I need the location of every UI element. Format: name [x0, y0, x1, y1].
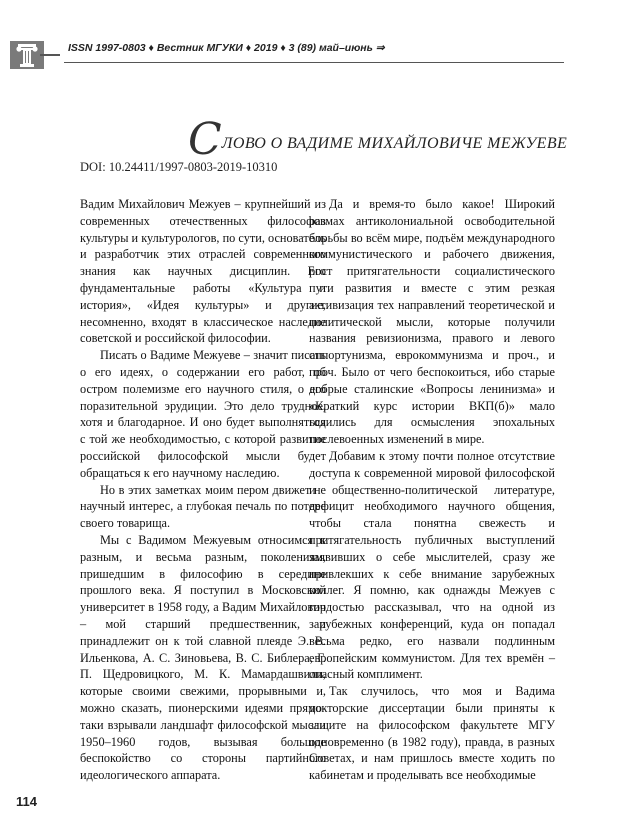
paragraph: Да и время-то было какое! Широкий размах антиколониальной освободительной борьбы во всём мире, подъём международного коммунистического и рабочего движения, рост притягательности социалистического пути развития и вместе с этим резкая активизация тех направлений теоретической и политической мысли, которые получили названия ревизионизма, правого и левого оппортунизма, еврокоммунизма и проч., и проч. Было от чего беспокоиться, ибо старые добрые сталинские «Вопросы ленинизма» и «Краткий курс истории ВКП(б)» мало годились для осмысления эпохальных послевоенных изменений в мире. — [309, 197, 555, 447]
header-rule — [64, 62, 564, 63]
paragraph: Но в этих заметках моим пером движет не научный интерес, а глубокая печаль по потере своего товарища. — [80, 482, 326, 531]
running-header — [0, 40, 617, 72]
paragraph: Писать о Вадиме Межуеве – значит писать о его идеях, о содержании его работ, об остром полемизме его научного стиля, о его поразительной эрудиции. Это дело трудное, хотя и благодарное. И оно будет выполняться с той же необходимостью, с которой развитие российской философской мысли будет обращаться к его научному наследию. — [80, 348, 326, 480]
right-text-column — [309, 196, 555, 784]
paragraph: Так случилось, что моя и Вадима докторские диссертации были приняты к защите на философском факультете МГУ одновременно (в 1982 году), правда, в разных Советах, и нам пришлось вместе ходить по кабинетам и проделывать все необходимые — [309, 684, 555, 783]
left-text-column — [80, 196, 326, 784]
title-initial-letter: С — [188, 114, 222, 165]
article-title — [188, 114, 598, 166]
paragraph: Вадим Михайлович Межуев – крупнейший из современных отечественных философов культуры и культурологов, по сути, основатель и разработчик этих отраслей современного знания как научных дисциплин. Его фундаментальные работы «Культура и история», «Идея культуры» и другие, несомненно, входят в классическое наследие советской и российской философии. — [80, 197, 326, 346]
running-head-text: ISSN 1997-0803 ♦ Вестник МГУКИ ♦ 2019 ♦ 3 (89) май–июнь ⇒ — [68, 42, 385, 54]
page-number: 114 — [16, 794, 37, 809]
title-text: ЛОВО О ВАДИМЕ МИХАЙЛОВИЧЕ МЕЖУЕВЕ — [221, 135, 568, 152]
paragraph: Добавим к этому почти полное отсутствие доступа к современной мировой философской и общественно-политической литературе, дефицит необходимого научного общения, чтобы стала понятна свежесть и притягательность публичных выступлений заявивших о себе мыслителей, сразу же привлекших к себе внимание зарубежных коллег. Я помню, как однажды Межуев с гордостью рассказывал, что на одной из зарубежных конференций, куда он попадал весьма редко, его назвали подлинным европейским коммунистом. Для тех времён – опасный комплимент. — [309, 448, 555, 682]
doi-line: DOI: 10.24411/1997-0803-2019-10310 — [80, 160, 278, 174]
column-logo-icon — [10, 40, 60, 70]
paragraph: Мы с Вадимом Межуевым относимся к разным, и весьма разным, поколениям, пришедшим в философию в середине прошлого века. Я поступил в Московский университет в 1958 году, а Вадим Михайлович – мой старший предшественник, и принадлежит он к той славной плеяде Э. В. Ильенкова, А. С. Зиновьева, В. С. Библера, Г. П. Щедровицкого, М. К. Мамардашвили, которые своими свежими, прорывными и, можно сказать, пионерскими идеями прямо-таки взрывали ландшафт философской мысли 1950–1960 годов, вызывая большое беспокойство со стороны партийного идеологического аппарата. — [80, 532, 326, 783]
